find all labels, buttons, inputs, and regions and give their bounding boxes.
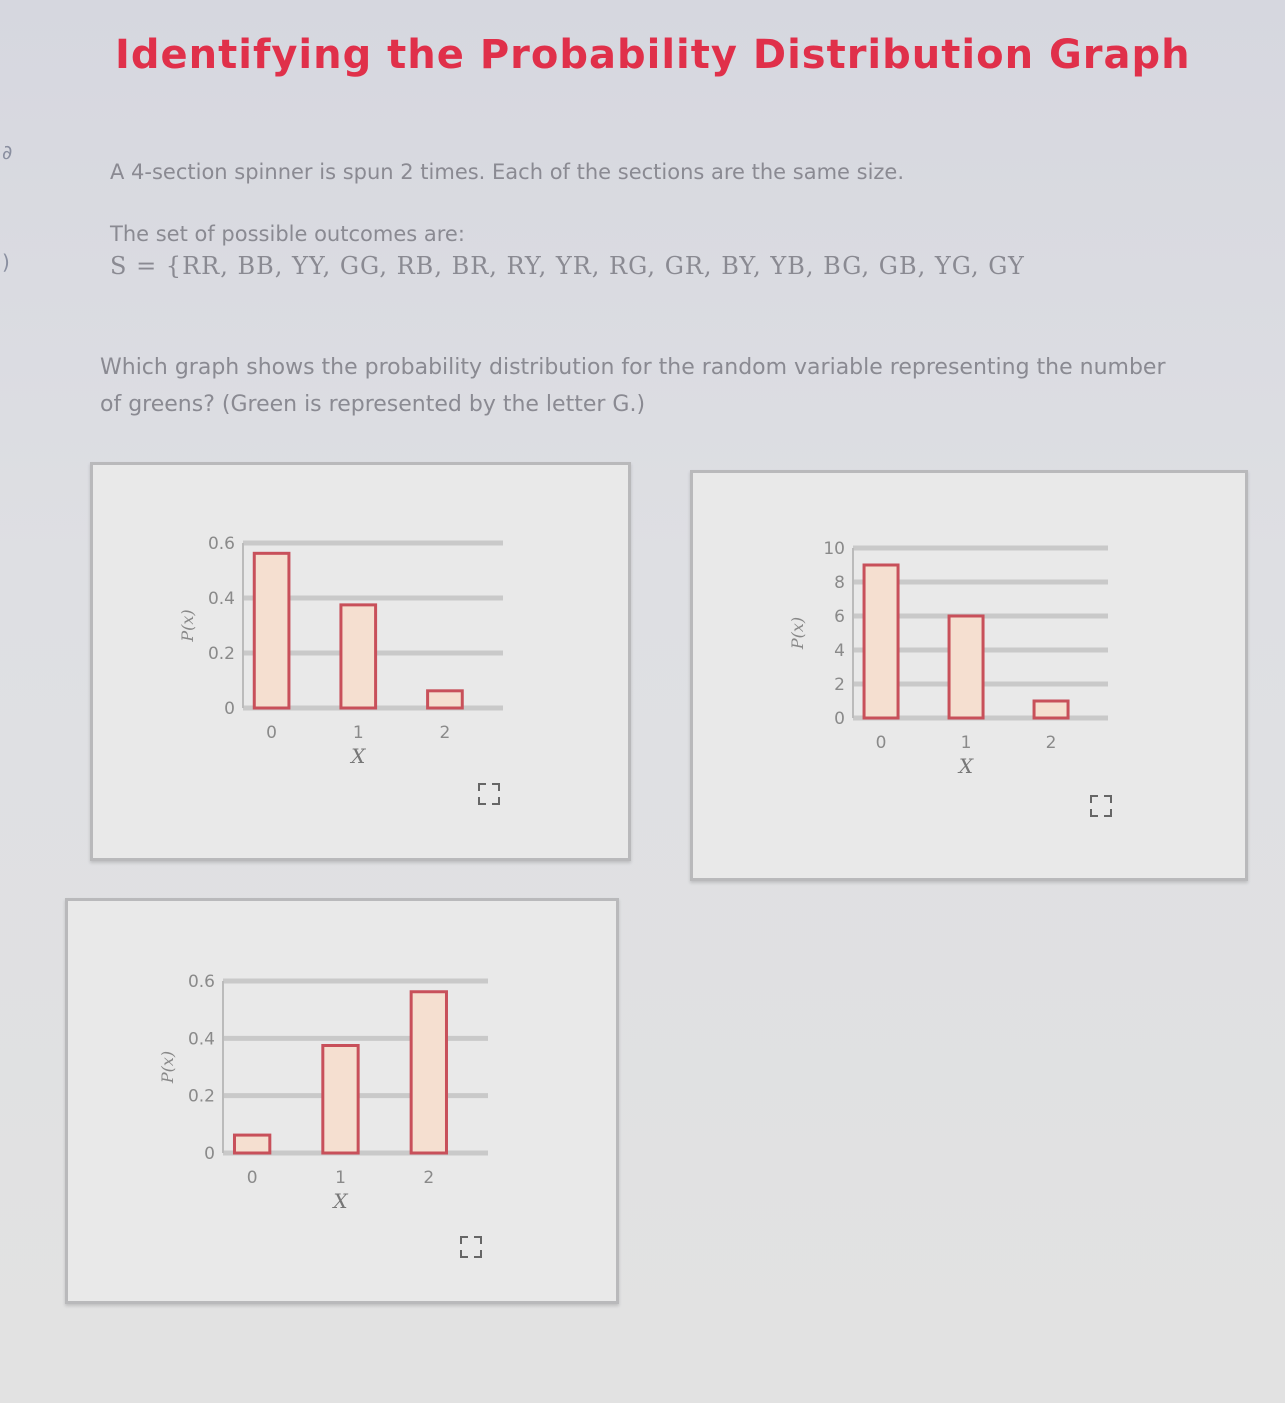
chart-a [93,465,628,858]
x-axis-label: X [333,1189,348,1213]
question-line-2: of greens? (Green is represented by the letter G.) [100,392,646,417]
x-tick-label: 0 [266,723,278,743]
x-axis-label: X [958,754,974,778]
y-tick-label: 2 [834,675,845,695]
answer-option-c[interactable] [65,898,619,1304]
sample-space: S = {RR, BB, YY, GG, RB, BR, RY, YR, RG, GR, BY, YB, BG, GB, YG, GY [110,252,1025,280]
page-title: Identifying the Probability Distribution Graph [115,32,1191,78]
y-tick-label: 0.4 [187,1029,215,1050]
bar [234,1135,269,1153]
chart-c [68,901,616,1301]
x-tick-label: 2 [423,1168,435,1188]
bar [254,553,289,708]
y-axis-label: P(x) [178,609,197,642]
y-tick-label: 0.2 [187,1086,215,1107]
x-tick-label: 0 [875,733,887,753]
bar [864,565,898,718]
y-tick-label: 0.2 [207,644,235,664]
x-tick-label: 1 [335,1168,346,1188]
x-tick-label: 2 [439,723,451,743]
outcomes-label: The set of possible outcomes are: [110,222,465,246]
y-tick-label: 4 [834,641,845,661]
y-tick-label: 0 [224,699,235,719]
x-axis-label: X [351,744,366,768]
answer-option-b[interactable] [690,470,1248,881]
expand-icon[interactable] [1090,795,1112,817]
expand-icon[interactable] [478,783,500,805]
y-tick-label: 8 [834,573,845,593]
bar [323,1046,358,1154]
bar [428,691,463,708]
x-tick-label: 1 [960,733,972,753]
side-marker-icon: ∂ [2,140,13,164]
y-axis-label: P(x) [158,1050,177,1084]
y-tick-label: 0 [204,1144,215,1164]
x-tick-label: 0 [246,1168,258,1188]
y-axis-label: P(x) [788,616,807,650]
x-tick-label: 2 [1045,733,1057,753]
bar [1034,701,1068,718]
bar [341,605,376,708]
y-tick-label: 6 [834,607,845,627]
x-tick-label: 1 [352,723,364,743]
bar [411,992,446,1153]
chart-b [693,473,1245,878]
problem-statement: A 4-section spinner is spun 2 times. Each of the sections are the same size. [110,160,905,184]
answer-option-a[interactable] [90,462,631,861]
y-tick-label: 10 [823,539,845,559]
expand-icon[interactable] [460,1236,482,1258]
y-tick-label: 0.6 [207,534,235,554]
y-tick-label: 0.6 [187,972,215,992]
side-marker-icon: ) [2,250,10,274]
y-tick-label: 0 [834,709,845,729]
y-tick-label: 0.4 [207,589,235,609]
question-line-1: Which graph shows the probability distribution for the random variable representing the number [100,355,1166,380]
bar [949,616,983,718]
